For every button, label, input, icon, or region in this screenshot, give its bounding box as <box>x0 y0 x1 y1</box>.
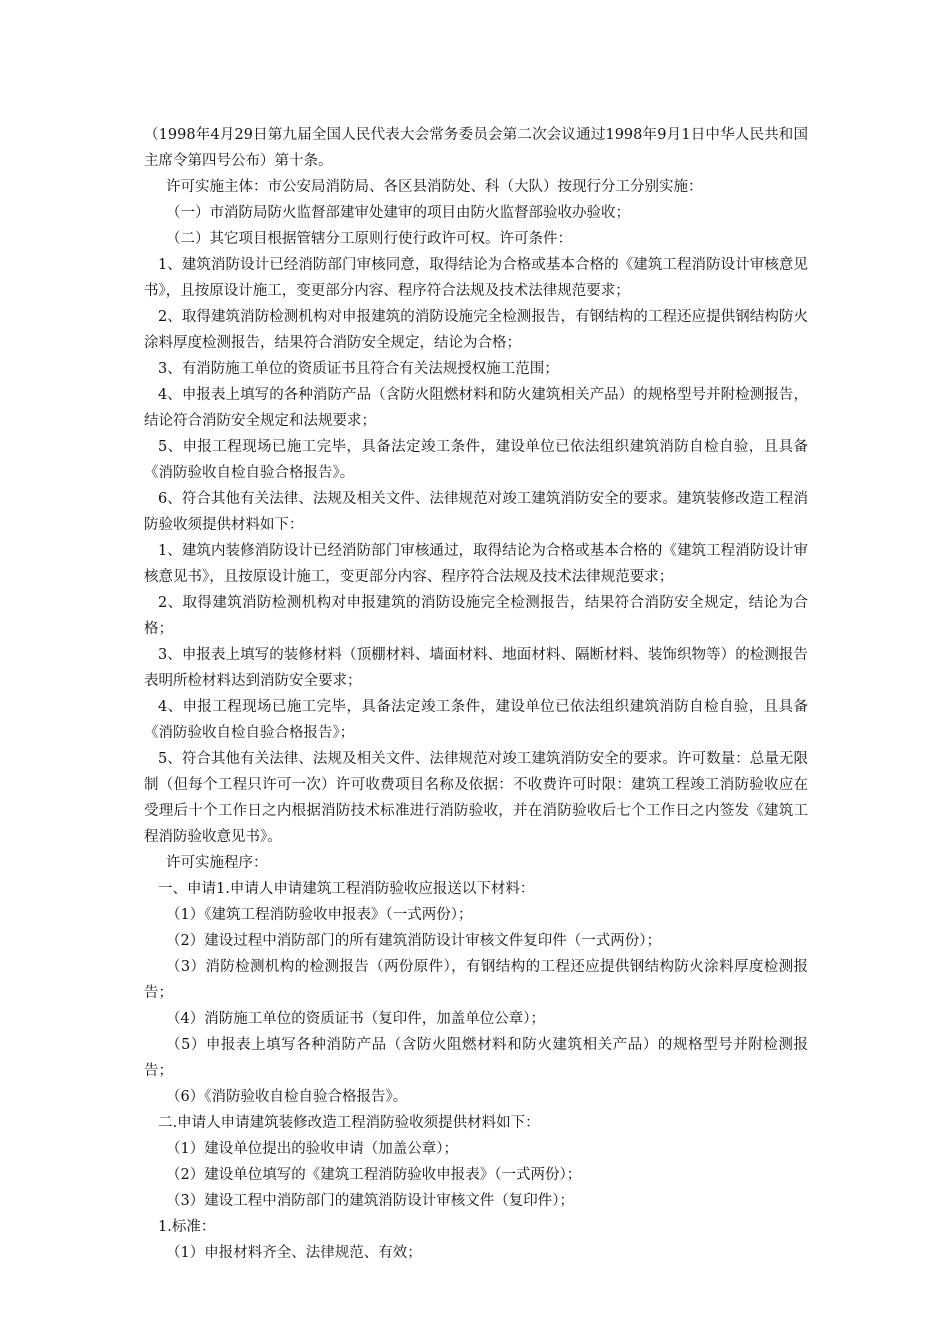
paragraph: 4、申报工程现场已施工完毕，具备法定竣工条件，建设单位已依法组织建筑消防自检自验，且具备《消防验收自检自验合格报告》； <box>144 699 808 741</box>
paragraph: （5）申报表上填写各种消防产品（含防火阻燃材料和防火建筑相关产品）的规格型号并附检测报告； <box>144 1037 808 1079</box>
paragraph: 1、建筑内装修消防设计已经消防部门审核通过，取得结论为合格或基本合格的《建筑工程消防设计审核意见书》，且按原设计施工，变更部分内容、程序符合法规及技术法律规范要求； <box>144 543 808 585</box>
paragraph: 3、申报表上填写的装修材料（顶棚材料、墙面材料、地面材料、隔断材料、装饰织物等）的检测报告表明所检材料达到消防安全要求； <box>144 647 808 689</box>
paragraph: （2）建设单位填写的《建筑工程消防验收申报表》（一式两份）； <box>166 1167 582 1183</box>
paragraph: （1）申报材料齐全、法律规范、有效； <box>166 1245 422 1261</box>
paragraph: 许可实施程序： <box>166 855 268 871</box>
paragraph: 5、申报工程现场已施工完毕，具备法定竣工条件，建设单位已依法组织建筑消防自检自验，且具备《消防验收自检自验合格报告》。 <box>144 439 808 481</box>
paragraph: 5、符合其他有关法律、法规及相关文件、法律规范对竣工建筑消防安全的要求。许可数量：总量无限制（但每个工程只许可一次）许可收费项目名称及依据：不收费许可时限：建筑工程竣工消防验收应在受理后十个工作日之内根据消防技术标准进行消防验收，并在消防验收后七个工作日之内签发《建筑工程消防验收意见书》。 <box>144 751 808 845</box>
paragraph: （1）《建筑工程消防验收申报表》（一式两份）； <box>166 907 473 923</box>
paragraph: （3）消防检测机构的检测报告（两份原件），有钢结构的工程还应提供钢结构防火涂料厚度检测报告； <box>144 959 808 1001</box>
paragraph: 4、申报表上填写的各种消防产品（含防火阻燃材料和防火建筑相关产品）的规格型号并附检测报告，结论符合消防安全规定和法规要求； <box>144 387 808 429</box>
paragraph: （1998年4月29日第九届全国人民代表大会常务委员会第二次会议通过1998年9月1日中华人民共和国主席令第四号公布）第十条。 <box>144 127 808 169</box>
paragraph: 1.标准： <box>158 1219 216 1235</box>
paragraph: 2、取得建筑消防检测机构对申报建筑的消防设施完全检测报告，结果符合消防安全规定，结论为合格； <box>144 595 808 637</box>
paragraph: 2、取得建筑消防检测机构对申报建筑的消防设施完全检测报告，有钢结构的工程还应提供钢结构防火涂料厚度检测报告，结果符合消防安全规定，结论为合格； <box>144 309 808 351</box>
paragraph: （二）其它项目根据管辖分工原则行使行政许可权。许可条件： <box>166 231 572 247</box>
paragraph: 1、建筑消防设计已经消防部门审核同意，取得结论为合格或基本合格的《建筑工程消防设计审核意见书》，且按原设计施工，变更部分内容、程序符合法规及技术法律规范要求； <box>144 257 808 299</box>
paragraph: 一、申请1.申请人申请建筑工程消防验收应报送以下材料： <box>158 881 535 897</box>
paragraph: （3）建设工程中消防部门的建筑消防设计审核文件（复印件）； <box>166 1193 574 1209</box>
paragraph: 3、有消防施工单位的资质证书且符合有关法规授权施工范围； <box>158 361 559 377</box>
paragraph: （1）建设单位提出的验收申请（加盖公章）； <box>166 1141 458 1157</box>
paragraph: （6）《消防验收自检自验合格报告》。 <box>166 1089 408 1105</box>
document-body <box>144 122 808 1266</box>
paragraph: （2）建设过程中消防部门的所有建筑消防设计审核文件复印件（一式两份）； <box>166 933 661 949</box>
paragraph: 许可实施主体：市公安局消防局、各区县消防处、科（大队）按现行分工分别实施： <box>166 179 703 195</box>
paragraph: （一）市消防局防火监督部建审处建审的项目由防火监督部验收办验收； <box>166 205 630 221</box>
paragraph: （4）消防施工单位的资质证书（复印件，加盖单位公章）； <box>166 1011 545 1027</box>
paragraph: 6、符合其他有关法律、法规及相关文件、法律规范对竣工建筑消防安全的要求。建筑装修改造工程消防验收须提供材料如下： <box>144 491 808 533</box>
paragraph: 二.申请人申请建筑装修改造工程消防验收须提供材料如下： <box>158 1115 540 1131</box>
